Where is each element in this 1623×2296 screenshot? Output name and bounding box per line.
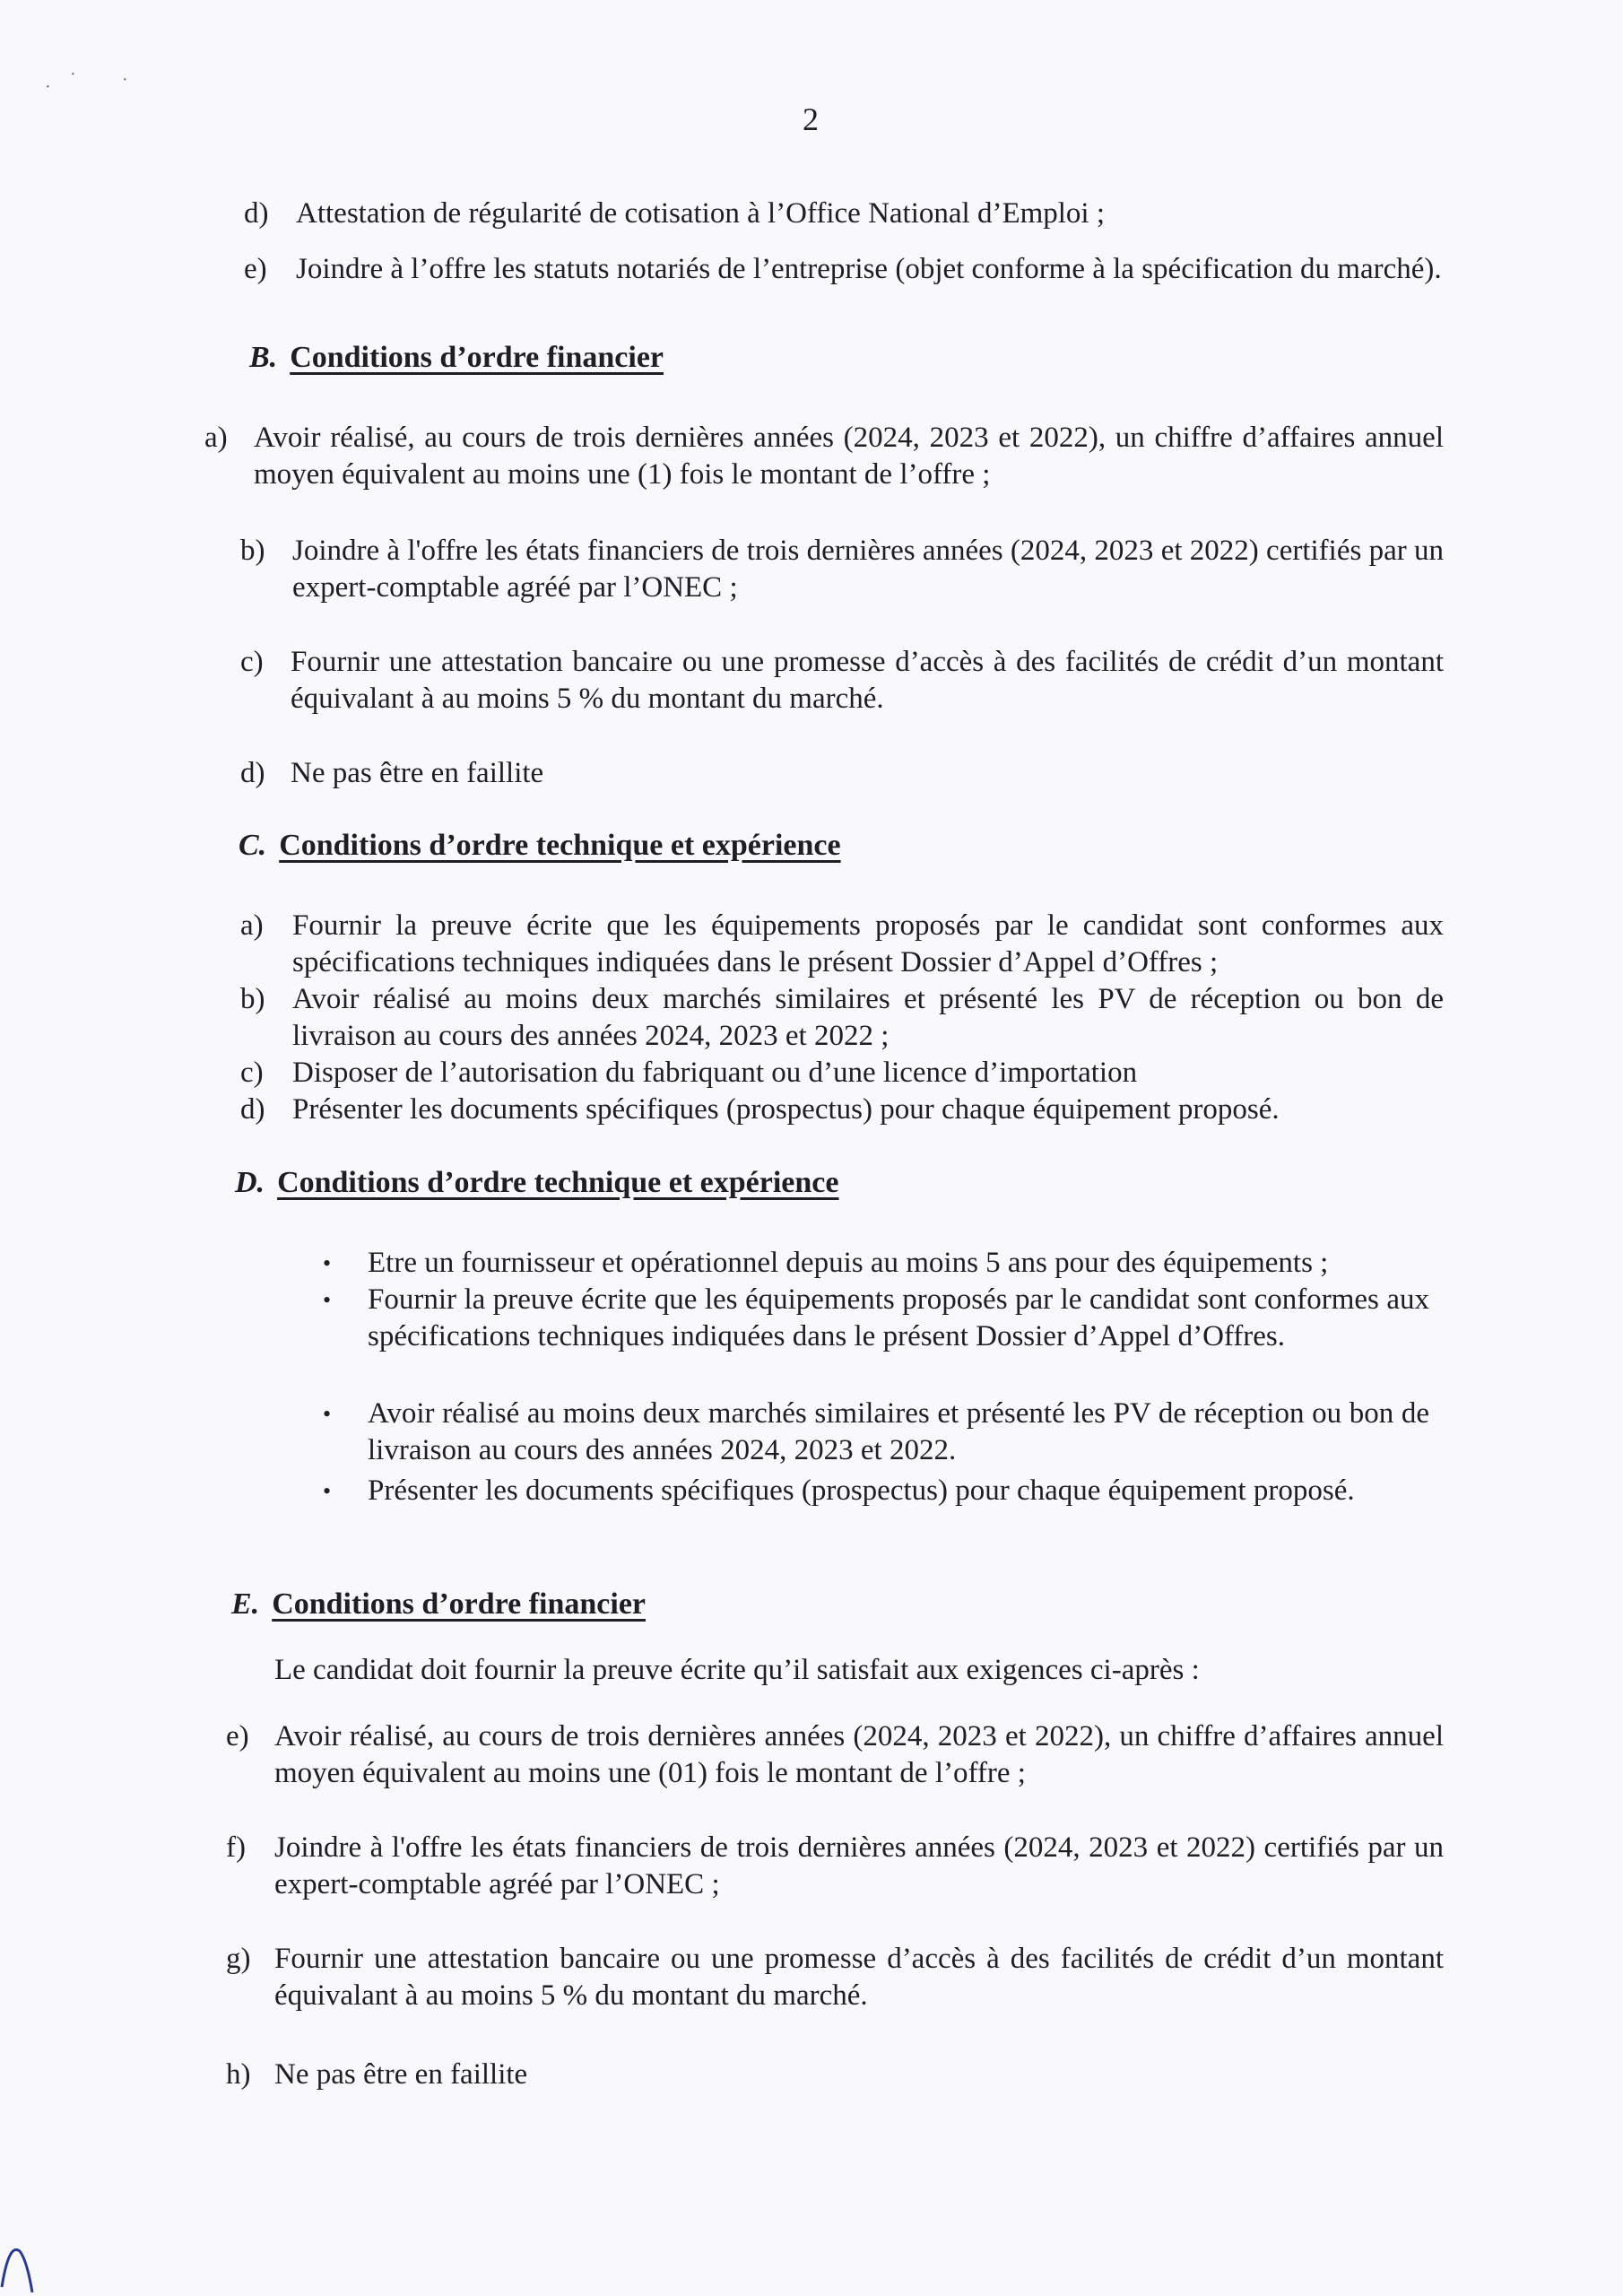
item-label: b) — [240, 535, 265, 567]
item-label: b) — [240, 983, 265, 1015]
list-item — [226, 2057, 1444, 2093]
item-label: a) — [204, 422, 228, 454]
list-item — [244, 196, 1442, 232]
section-heading-c — [239, 829, 841, 863]
item-text: Joindre à l'offre les états financiers de trois dernières années (2024, 2023 et 2022) certifiés par un expert-comptable agréé par l’ONEC ; — [292, 535, 1444, 604]
section-letter: B. — [249, 341, 278, 374]
list-item — [240, 908, 1444, 981]
list-item — [240, 533, 1444, 606]
scan-speck: · — [70, 65, 76, 84]
item-text: Ne pas être en faillite — [291, 757, 544, 789]
bullet-text: Etre un fournisseur et opérationnel depuis au moins 5 ans pour des équipements ; — [368, 1247, 1329, 1279]
bullet-icon: • — [323, 1401, 332, 1427]
item-text: Présenter les documents spécifiques (prospectus) pour chaque équipement proposé. — [292, 1093, 1280, 1126]
page-number: 2 — [803, 101, 819, 137]
bullet-item — [323, 1245, 1435, 1282]
section-heading-d — [235, 1166, 839, 1200]
section-heading-e — [231, 1587, 646, 1622]
bullet-icon: • — [323, 1287, 332, 1313]
item-label: e) — [226, 1720, 249, 1752]
handwritten-mark-icon — [0, 2224, 36, 2296]
scan-speck: · — [122, 70, 128, 90]
item-label: c) — [240, 646, 264, 678]
bullet-text: Avoir réalisé au moins deux marchés similaires et présenté les PV de réception ou bon de livraison au cours des années 2024, 2023 et 2022. — [368, 1397, 1429, 1466]
item-text: Fournir une attestation bancaire ou une promesse d’accès à des facilités de crédit d’un montant équivalant à au moins 5 % du montant du marché. — [274, 1943, 1444, 2012]
list-item — [204, 420, 1444, 493]
list-item — [240, 644, 1444, 718]
section-letter: E. — [231, 1587, 260, 1621]
item-text: Avoir réalisé au moins deux marchés similaires et présenté les PV de réception ou bon de livraison au cours des années 2024, 2023 et 2022 ; — [292, 983, 1444, 1052]
list-item — [240, 1055, 1444, 1091]
item-label: g) — [226, 1943, 251, 1975]
scan-speck: · — [45, 77, 51, 97]
item-text: Joindre à l’offre les statuts notariés de l’entreprise (objet conforme à la spécification du marché). — [296, 253, 1442, 285]
list-item — [226, 1830, 1444, 1903]
item-text: Avoir réalisé, au cours de trois dernières années (2024, 2023 et 2022), un chiffre d’affaires annuel moyen équivalent au moins une (1) fois le montant de l’offre ; — [254, 422, 1444, 491]
item-label: c) — [240, 1057, 264, 1089]
section-heading-b — [249, 341, 664, 375]
item-text: Attestation de régularité de cotisation à l’Office National d’Emploi ; — [296, 197, 1106, 230]
item-text: Fournir la preuve écrite que les équipements proposés par le candidat sont conformes aux spécifications techniques indiquées dans le présent Dossier d’Appel d’Offres ; — [292, 909, 1444, 978]
section-title: Conditions d’ordre financier — [272, 1587, 647, 1621]
list-item — [240, 1091, 1444, 1128]
section-letter: D. — [235, 1166, 265, 1199]
item-label: a) — [240, 909, 264, 942]
item-text: Disposer de l’autorisation du fabriquant ou d’une licence d’importation — [292, 1057, 1138, 1089]
item-text: Avoir réalisé, au cours de trois dernières années (2024, 2023 et 2022), un chiffre d’affaires annuel moyen équivalent au moins une (01) fois le montant de l’offre ; — [274, 1720, 1444, 1789]
bullet-item — [323, 1396, 1435, 1469]
item-text: Joindre à l'offre les états financiers de trois dernières années (2024, 2023 et 2022) certifiés par un expert-comptable agréé par l’ONEC ; — [274, 1831, 1444, 1900]
list-item — [240, 755, 1444, 792]
bullet-icon: • — [323, 1250, 332, 1276]
list-item — [244, 251, 1442, 325]
item-label: d) — [240, 757, 265, 789]
bullet-item — [323, 1473, 1435, 1546]
bullet-item — [323, 1282, 1435, 1392]
section-title: Conditions d’ordre financier — [290, 341, 664, 374]
section-title: Conditions d’ordre technique et expérience — [277, 1166, 839, 1199]
item-label: d) — [244, 197, 269, 230]
section-title: Conditions d’ordre technique et expérience — [279, 829, 841, 862]
item-label: h) — [226, 2058, 251, 2091]
list-item — [226, 1941, 1444, 2014]
list-item — [240, 981, 1444, 1055]
item-label: f) — [226, 1831, 246, 1864]
item-text: Fournir une attestation bancaire ou une promesse d’accès à des facilités de crédit d’un montant équivalant à au moins 5 % du montant du marché. — [291, 646, 1444, 715]
item-text: Ne pas être en faillite — [274, 2058, 528, 2091]
item-label: d) — [240, 1093, 265, 1126]
bullet-icon: • — [323, 1478, 332, 1504]
bullet-text: Présenter les documents spécifiques (prospectus) pour chaque équipement proposé. — [368, 1474, 1355, 1507]
item-label: e) — [244, 253, 267, 285]
section-intro: Le candidat doit fournir la preuve écrite qu’il satisfait aux exigences ci-après : — [274, 1654, 1200, 1686]
section-letter: C. — [239, 829, 267, 862]
bullet-text: Fournir la preuve écrite que les équipements proposés par le candidat sont conformes aux spécifications techniques indiquées dans le présent Dossier d’Appel d’Offres. — [368, 1283, 1429, 1352]
list-item — [226, 1718, 1444, 1792]
